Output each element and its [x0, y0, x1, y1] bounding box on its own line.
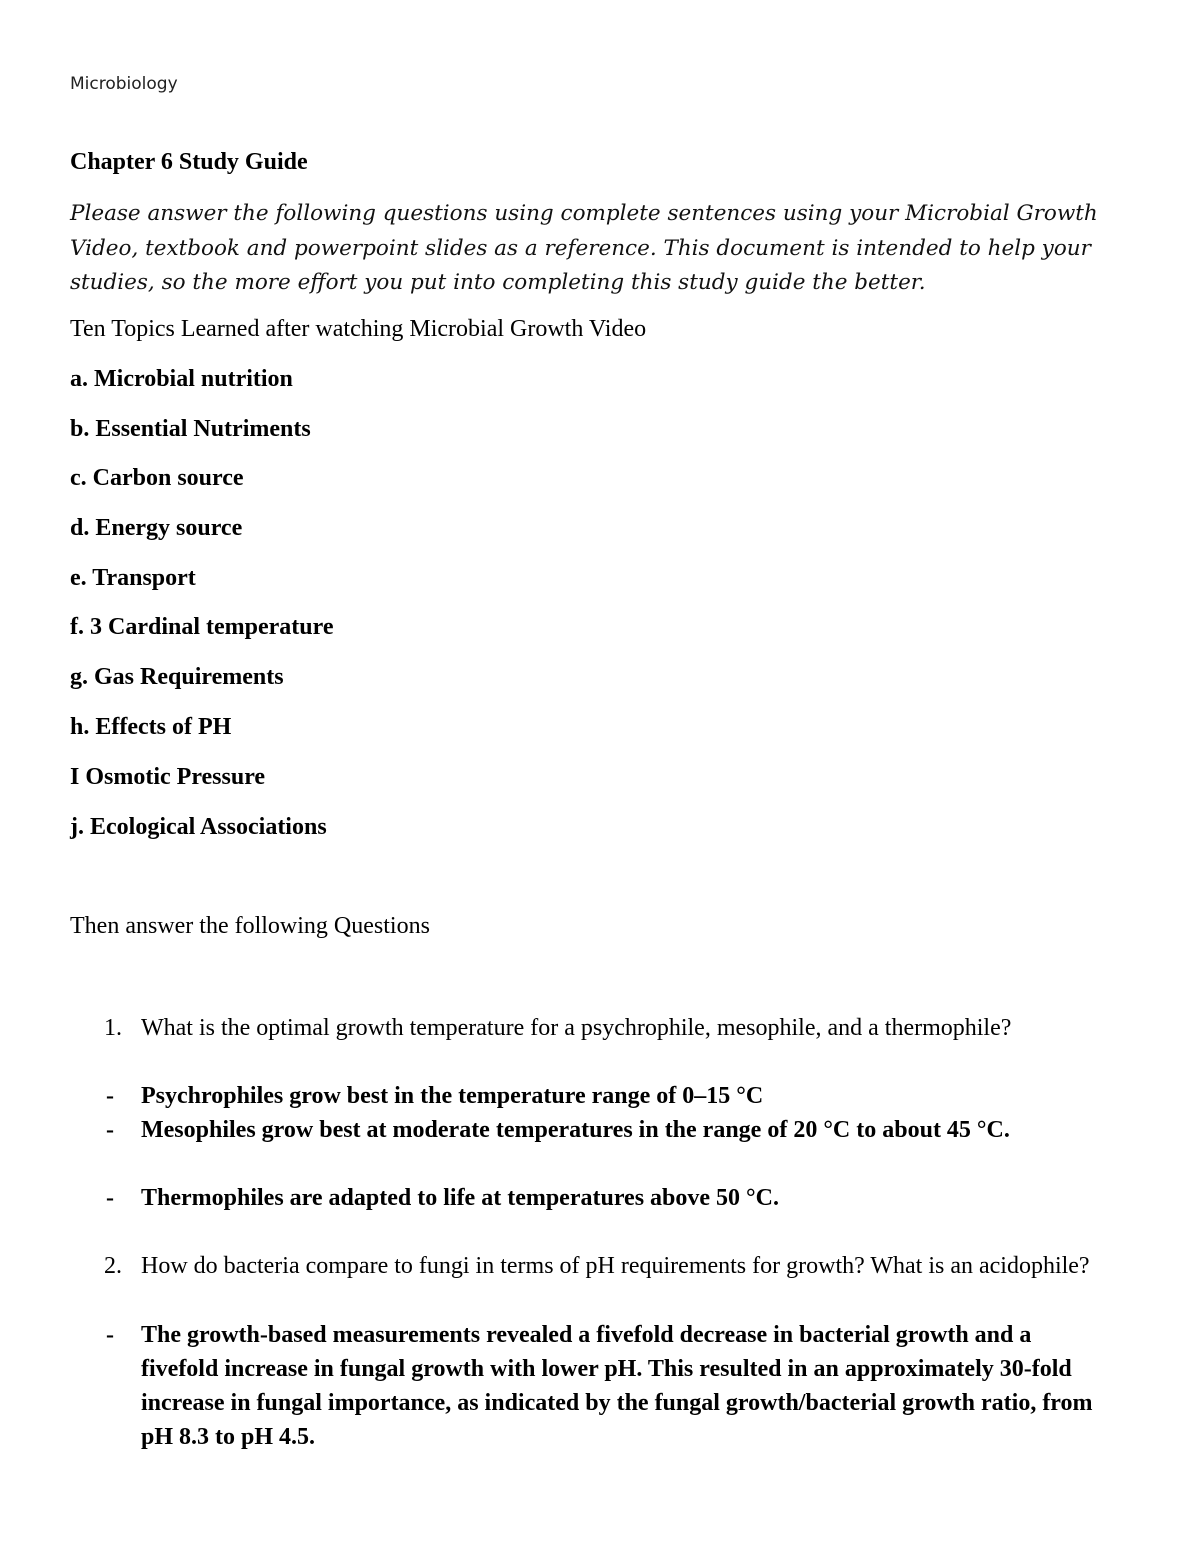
bullet-marker: -: [106, 1185, 114, 1211]
topics-heading: Ten Topics Learned after watching Microbial Growth Video: [70, 316, 647, 342]
topic-item: b. Essential Nutriments: [70, 416, 311, 442]
questions-heading: Then answer the following Questions: [70, 913, 430, 939]
topic-item: c. Carbon source: [70, 465, 244, 491]
topic-item: e. Transport: [70, 565, 196, 591]
question-text: How do bacteria compare to fungi in terms of pH requirements for growth? What is an acidophile?: [141, 1253, 1090, 1279]
topic-item: a. Microbial nutrition: [70, 366, 293, 392]
question-number: 2.: [104, 1253, 122, 1279]
topic-item: I Osmotic Pressure: [70, 764, 266, 790]
question-text: What is the optimal growth temperature for a psychrophile, mesophile, and a thermophile?: [141, 1015, 1012, 1041]
answer-text: Mesophiles grow best at moderate temperatures in the range of 20 °C to about 45 °C.: [141, 1117, 1010, 1143]
bullet-marker: -: [106, 1117, 114, 1143]
topic-item: h. Effects of PH: [70, 714, 232, 740]
answer-text: The growth-based measurements revealed a fivefold decrease in bacterial growth and a fivefold increase in fungal growth with lower pH. This resulted in an approximately 30-fold increase in fungal importance, as indicated by the fungal growth/bacterial growth ratio, from pH 8.3 to pH 4.5.: [141, 1322, 1093, 1450]
document-title: Chapter 6 Study Guide: [70, 149, 308, 175]
question-number: 1.: [104, 1015, 122, 1041]
bullet-marker: -: [106, 1322, 114, 1348]
bullet-marker: -: [106, 1083, 114, 1109]
topic-item: g. Gas Requirements: [70, 664, 284, 690]
intro-paragraph: Please answer the following questions using complete sentences using your Microbial Growth Video, textbook and powerpoint slides as a reference. This document is intended to help your studies, so the more effort you put into completing this study guide the better.: [70, 201, 1098, 295]
topic-item: d. Energy source: [70, 515, 243, 541]
topic-item: j. Ecological Associations: [70, 814, 327, 840]
topic-item: f. 3 Cardinal temperature: [70, 614, 334, 640]
page-header: Microbiology: [70, 74, 178, 94]
answer-text: Thermophiles are adapted to life at temperatures above 50 °C.: [141, 1185, 779, 1211]
answer-text: Psychrophiles grow best in the temperature range of 0–15 °C: [141, 1083, 764, 1109]
